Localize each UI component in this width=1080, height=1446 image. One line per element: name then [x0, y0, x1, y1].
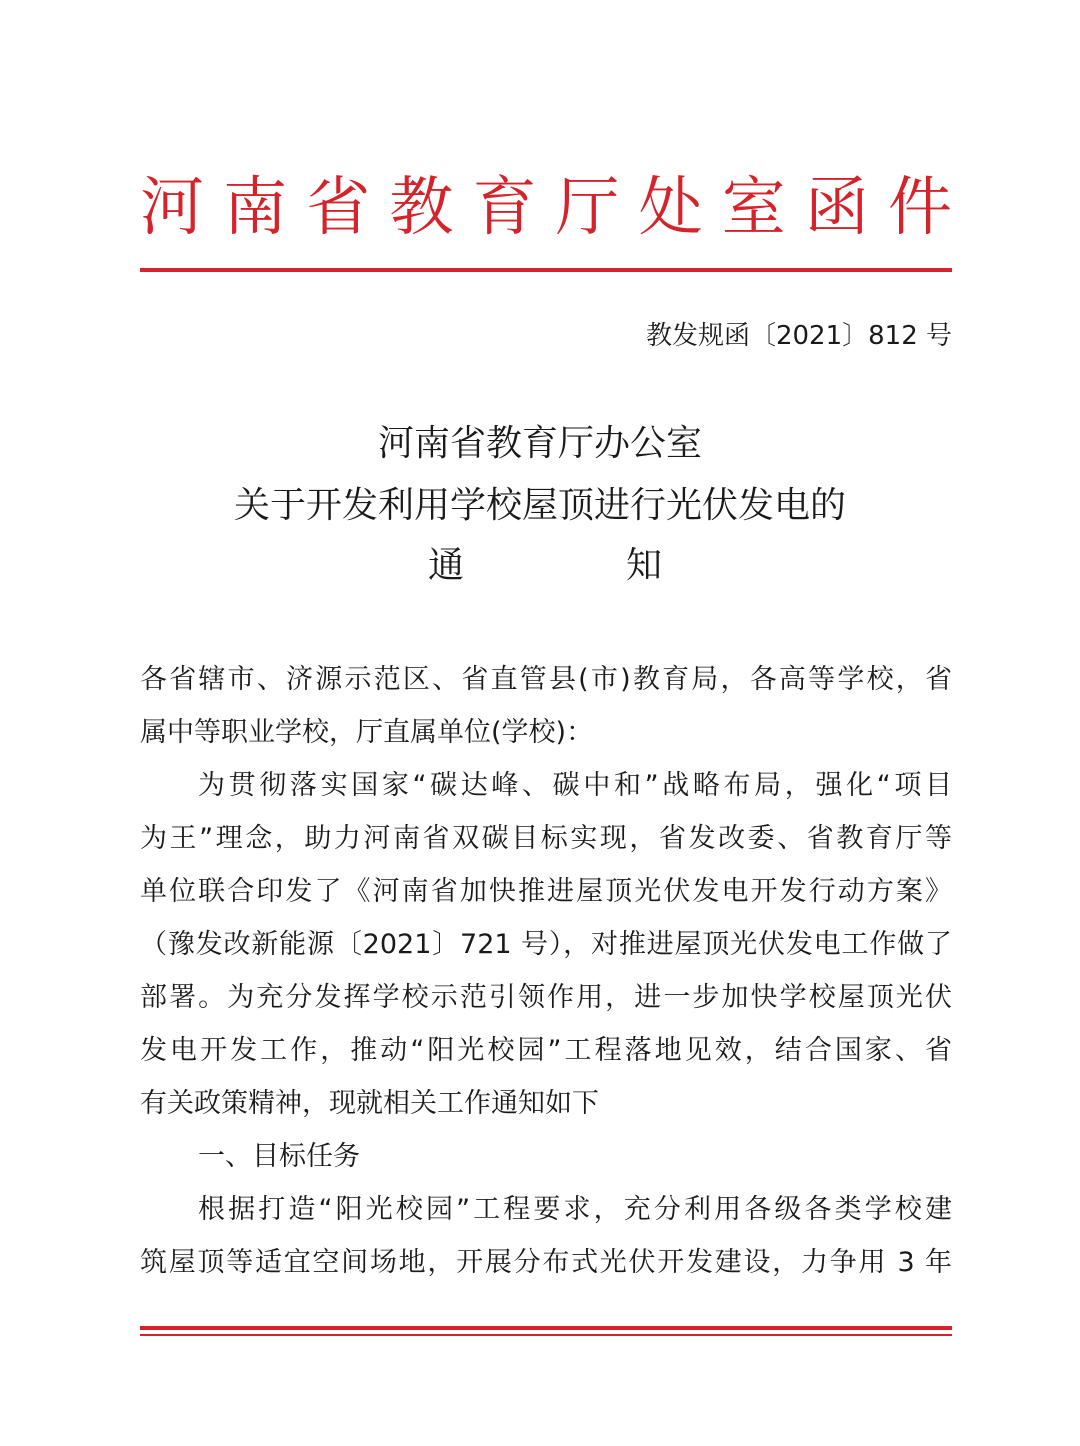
notice-title-line-1: 河南省教育厅办公室: [377, 423, 702, 464]
notice-title-char-2: 知: [626, 545, 663, 586]
body-line: 筑屋顶等适宜空间场地，开展分布式光伏开发建设，力争用 3 年: [140, 1247, 952, 1278]
footer-red-rule-thin: [140, 1334, 952, 1336]
body-line: 发电开发工作，推动“阳光校园”工程落地见效，结合国家、省: [140, 1035, 952, 1066]
notice-title-line-2: 关于开发利用学校屋顶进行光伏发电的: [233, 485, 846, 526]
masthead-char: 南: [223, 171, 288, 245]
header-red-rule: [140, 268, 952, 272]
body-line: 属中等职业学校，厅直属单位(学校)：: [140, 717, 594, 748]
body-line: 部署。为充分发挥学校示范引领作用，进一步加快学校屋顶光伏: [140, 982, 952, 1013]
document-number: 教发规函〔2021〕812 号: [645, 321, 952, 351]
masthead-char: 处: [638, 171, 703, 245]
masthead-char: 教: [389, 171, 454, 245]
body-line: 为贯彻落实国家“碳达峰、碳中和”战略布局，强化“项目: [198, 770, 952, 801]
masthead-char: 室: [721, 171, 786, 245]
body-line: 各省辖市、济源示范区、省直管县(市)教育局，各高等学校，省: [140, 664, 952, 695]
section-heading: 一、目标任务: [198, 1141, 360, 1172]
footer-red-rule: [140, 1326, 952, 1330]
masthead-char: 厅: [555, 171, 620, 245]
body-line: 为王”理念，助力河南省双碳目标实现，省发改委、省教育厅等: [140, 823, 952, 854]
masthead-char: 省: [306, 171, 371, 245]
notice-title-char-1: 通: [428, 545, 465, 586]
masthead-char: 件: [887, 171, 952, 245]
body-line: 单位联合印发了《河南省加快推进屋顶光伏发电开发行动方案》: [140, 876, 952, 907]
masthead-title: [140, 168, 952, 248]
masthead-char: 河: [140, 171, 204, 245]
body-line: （豫发改新能源〔2021〕721 号），对推进屋顶光伏发电工作做了: [140, 929, 952, 960]
body-line: 有关政策精神，现就相关工作通知如下: [140, 1088, 599, 1119]
body-line: 根据打造“阳光校园”工程要求，充分利用各级各类学校建: [198, 1194, 952, 1225]
masthead-char: 函: [804, 171, 869, 245]
masthead-char: 育: [472, 171, 537, 245]
